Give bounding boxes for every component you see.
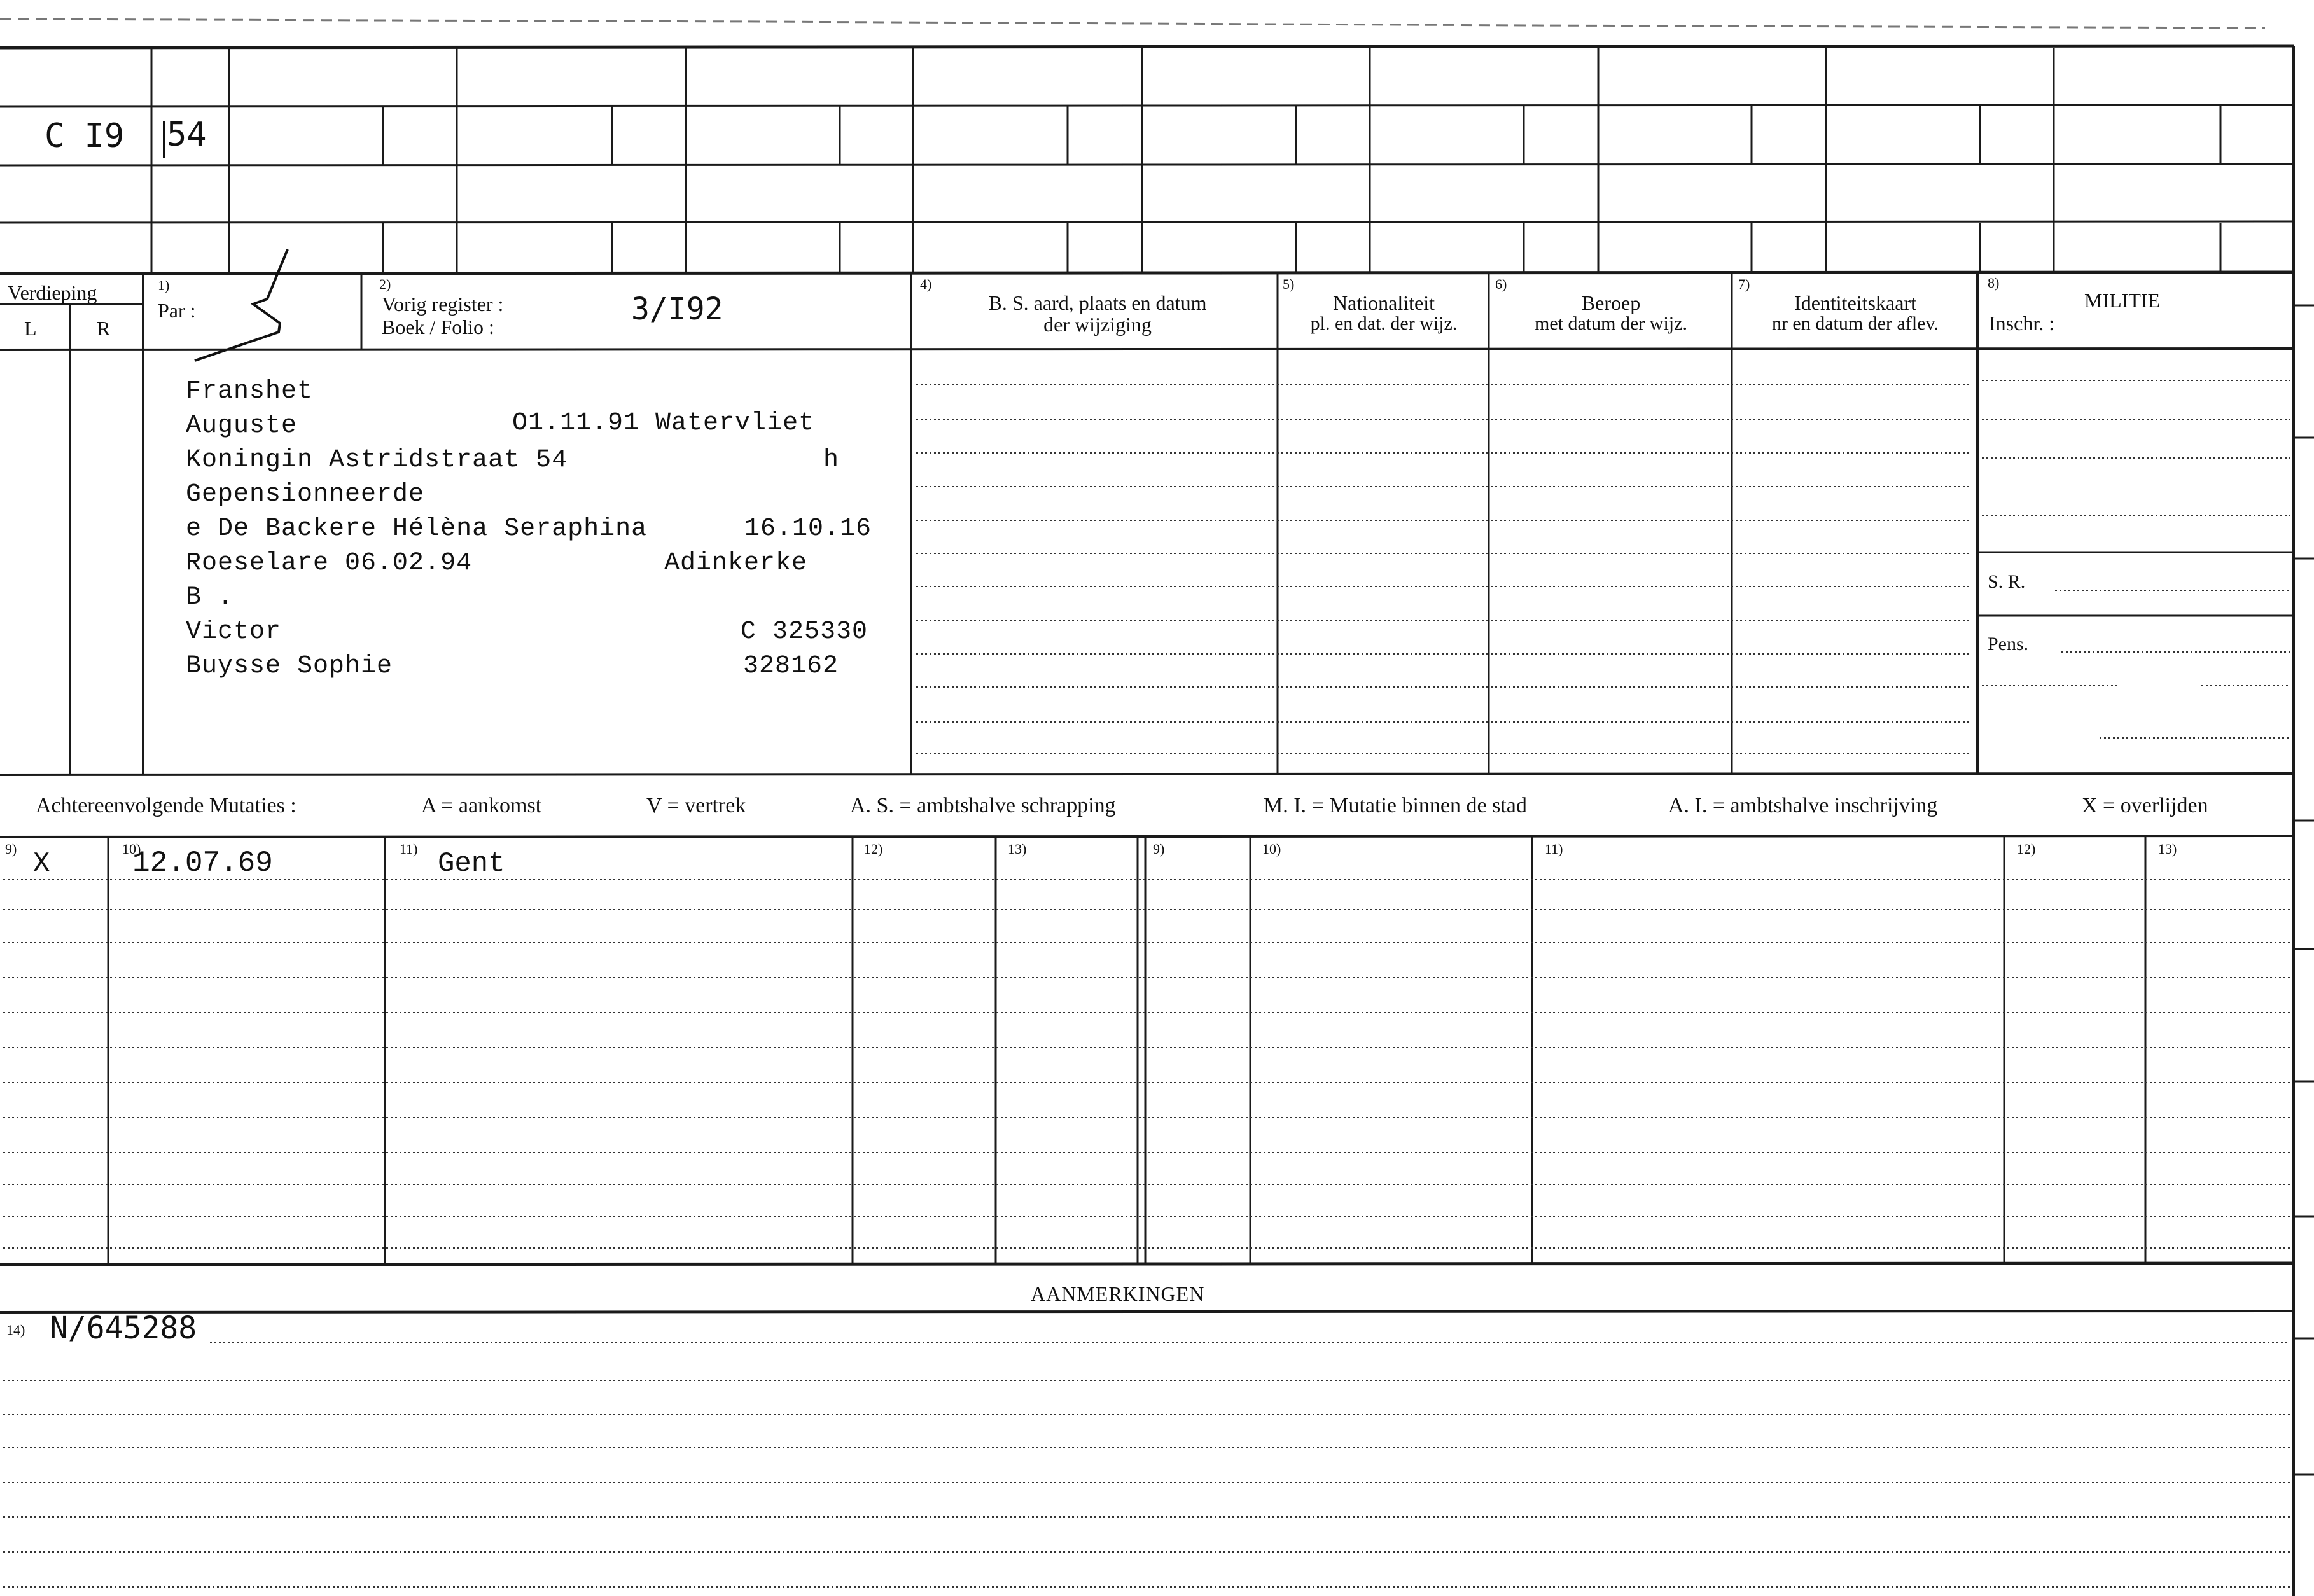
legend-ambtshalve-schrapping: A. S. = ambtshalve schrapping [850, 794, 1116, 817]
person-spouse-birth: Roeselare 06.02.94 [186, 549, 473, 578]
legend-mutatie-binnen-stad: M. I. = Mutatie binnen de stad [1264, 794, 1527, 817]
legend-aankomst: A = aankomst [421, 794, 542, 817]
verdieping-label: Verdieping [8, 281, 97, 304]
person-spouse: e De Backere Hélèna Seraphina [186, 515, 648, 543]
aanmerkingen-num: 14) [6, 1322, 25, 1338]
person-street: Koningin Astridstraat 54 [186, 446, 568, 475]
person-surname: Franshet [186, 377, 314, 406]
person-status: B . [186, 583, 234, 612]
col-num-13b: 13) [2158, 841, 2177, 857]
militie-inschr: Inschr. : [1989, 312, 2055, 335]
col-num-10b: 10) [1262, 841, 1281, 857]
bs-num: 4) [920, 276, 932, 292]
card-code: C I9 [45, 117, 125, 155]
person-mother-no: 328162 [743, 652, 839, 681]
person-birth: O1.11.91 Watervliet [512, 409, 815, 438]
col-num-11: 11) [400, 841, 418, 857]
vorig-register-value: 3/I92 [631, 291, 723, 327]
identiteitskaart-num: 7) [1738, 276, 1750, 292]
person-spouse-date: 16.10.16 [744, 515, 872, 543]
card-number: 54 [167, 116, 207, 154]
col-num-12b: 12) [2017, 841, 2036, 857]
bs-line2: der wijziging [1043, 313, 1152, 336]
person-mother: Buysse Sophie [186, 652, 393, 681]
verdieping-right: R [97, 317, 111, 340]
militie-num: 8) [1988, 275, 2000, 291]
col-num-13: 13) [1008, 841, 1027, 857]
par-signature-scribble [195, 249, 288, 361]
col-num-11b: 11) [1545, 841, 1563, 857]
beroep-num: 6) [1495, 276, 1507, 292]
identiteitskaart-line1: Identiteitskaart [1794, 291, 1916, 314]
nationaliteit-num: 5) [1283, 276, 1295, 292]
identiteitskaart-line2: nr en datum der aflev. [1771, 313, 1939, 334]
beroep-line2: met datum der wijz. [1535, 313, 1687, 334]
aanmerkingen-title: AANMERKINGEN [1031, 1282, 1205, 1305]
col-num-12: 12) [864, 841, 883, 857]
mutation-date: 12.07.69 [132, 847, 273, 880]
bs-line1: B. S. aard, plaats en datum [988, 291, 1207, 314]
legend-vertrek: V = vertrek [646, 794, 746, 817]
person-occupation: Gepensionneerde [186, 480, 425, 509]
legend-ambtshalve-inschrijving: A. I. = ambtshalve inschrijving [1668, 794, 1938, 817]
nationaliteit-line1: Nationaliteit [1333, 291, 1435, 314]
vorig-register-num: 2) [379, 276, 391, 292]
person-marriage-place: Adinkerke [664, 549, 808, 578]
militie-sr: S. R. [1988, 571, 2026, 592]
legend-overlijden: X = overlijden [2082, 794, 2208, 817]
col-num-10: 10) [122, 841, 141, 857]
militie-pens: Pens. [1988, 634, 2029, 655]
mutation-place: Gent [438, 848, 505, 880]
vorig-register-label: Vorig register : [382, 293, 504, 316]
person-sex-mark: h [823, 446, 840, 475]
mutation-type: X [33, 848, 50, 880]
par-num: 1) [158, 277, 170, 293]
person-first-name: Auguste [186, 412, 298, 440]
person-father-no: C 325330 [741, 618, 868, 646]
beroep-line1: Beroep [1581, 291, 1641, 314]
col-num-9: 9) [5, 841, 17, 857]
verdieping-left: L [24, 317, 37, 340]
col-num-9b: 9) [1153, 841, 1165, 857]
boek-folio-label: Boek / Folio : [382, 316, 494, 338]
militie-title: MILITIE [2084, 289, 2161, 312]
aanmerkingen-value: N/645288 [50, 1310, 197, 1346]
person-father: Victor [186, 618, 282, 646]
mutaties-title: Achtereenvolgende Mutaties : [36, 794, 296, 817]
par-label: Par : [158, 299, 196, 322]
nationaliteit-line2: pl. en dat. der wijz. [1310, 313, 1458, 334]
